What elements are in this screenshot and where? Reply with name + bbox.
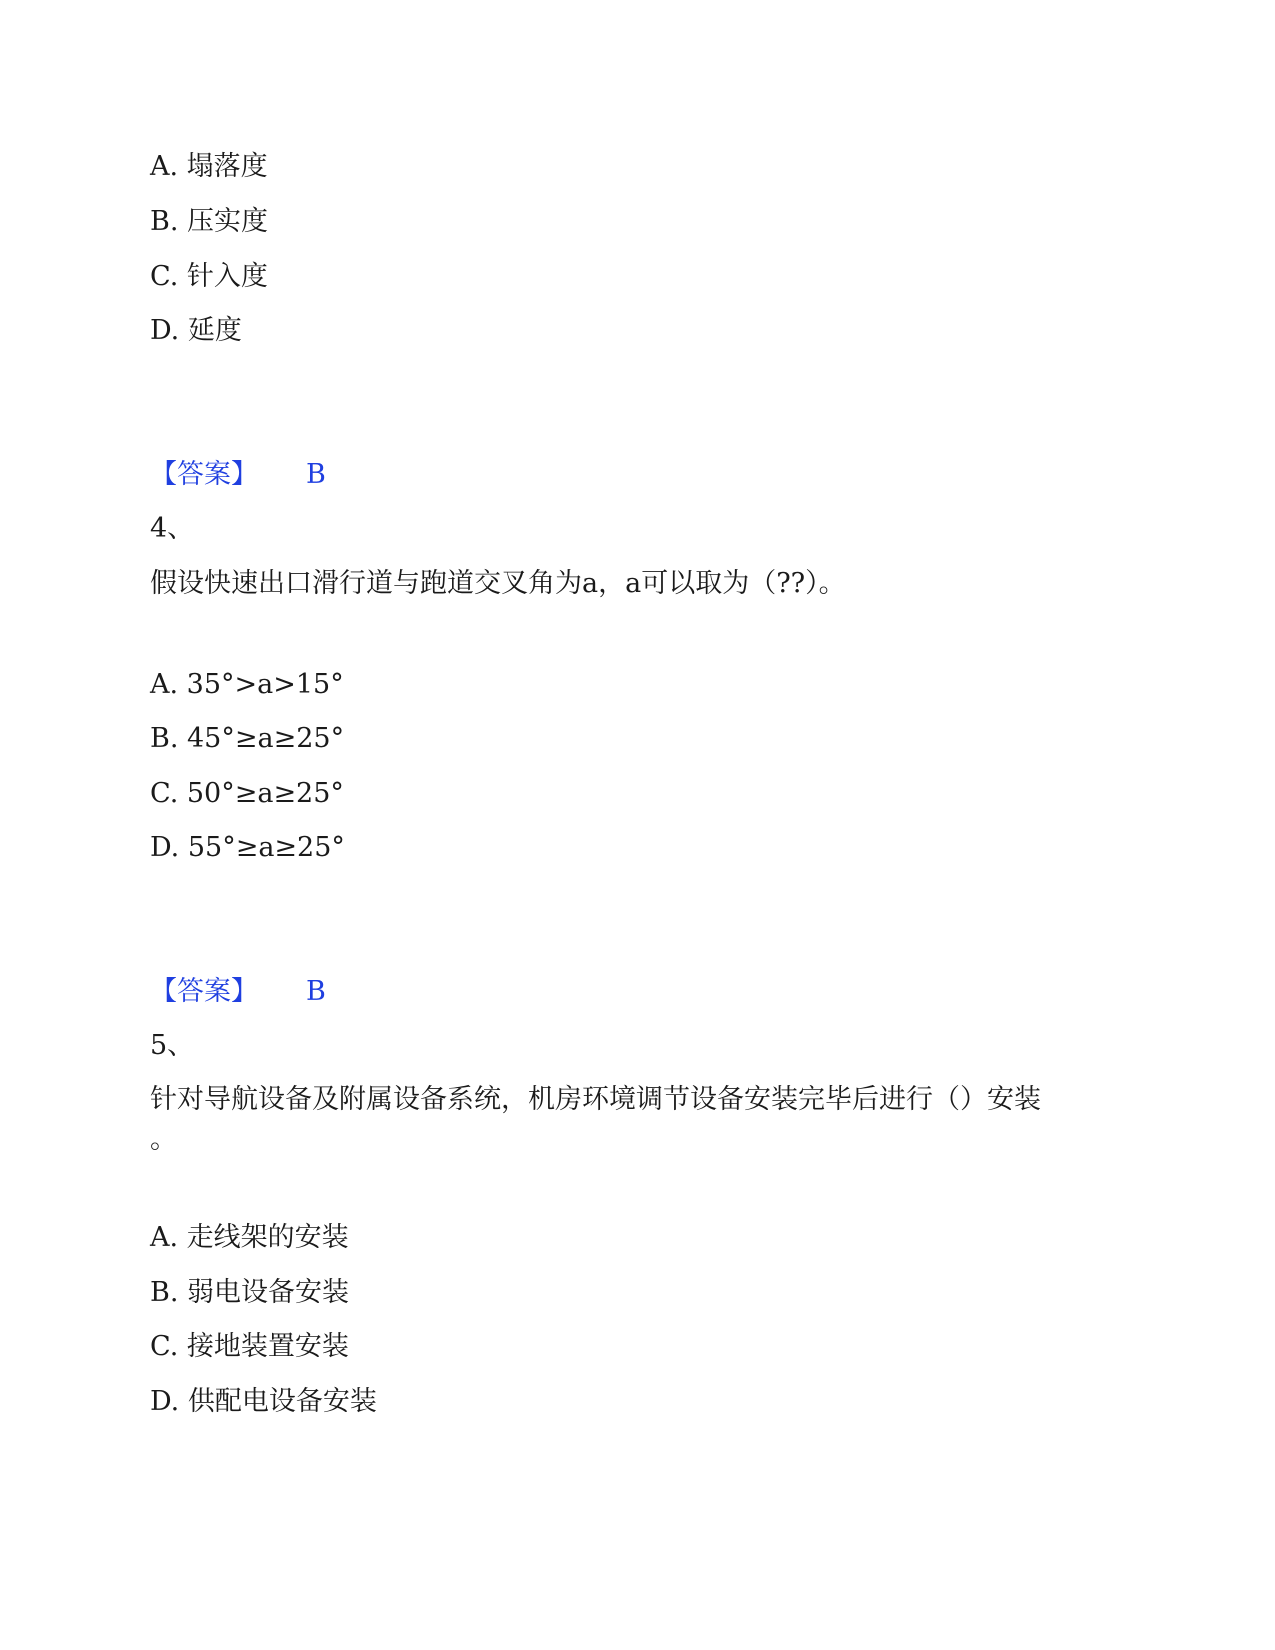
q4-option-b: B. 45°≥a≥25° (150, 723, 345, 754)
q3-option-b: B. 压实度 (150, 206, 269, 237)
q4-answer (150, 975, 326, 1009)
q4-option-a: A. 35°>a>15° (150, 669, 344, 700)
q5-option-a: A. 走线架的安装 (150, 1222, 349, 1253)
q5-stem-line1: 针对导航设备及附属设备系统，机房环境调节设备安装完毕后进行（）安装 (150, 1084, 1041, 1115)
q5-number: 5、 (150, 1030, 195, 1061)
q4-option-c: C. 50°≥a≥25° (150, 778, 344, 809)
q4-answer-value: B (306, 976, 326, 1007)
q4-number: 4、 (150, 513, 195, 544)
q3-option-a: A. 塌落度 (150, 151, 268, 182)
q3-answer-value: B (306, 459, 326, 490)
q4-stem: 假设快速出口滑行道与跑道交叉角为a，a可以取为（??）。 (150, 568, 846, 599)
q5-stem-line2: 。 (150, 1124, 177, 1155)
q3-answer-label: 【答案】 (150, 459, 258, 490)
q5-option-b: B. 弱电设备安装 (150, 1277, 350, 1308)
q3-answer (150, 458, 326, 492)
q5-option-d: D. 供配电设备安装 (150, 1386, 377, 1417)
q3-option-d: D. 延度 (150, 315, 242, 346)
q5-option-c: C. 接地装置安装 (150, 1331, 349, 1362)
q3-option-c: C. 针入度 (150, 261, 268, 292)
q4-answer-label: 【答案】 (150, 976, 258, 1007)
q4-option-d: D. 55°≥a≥25° (150, 832, 345, 863)
